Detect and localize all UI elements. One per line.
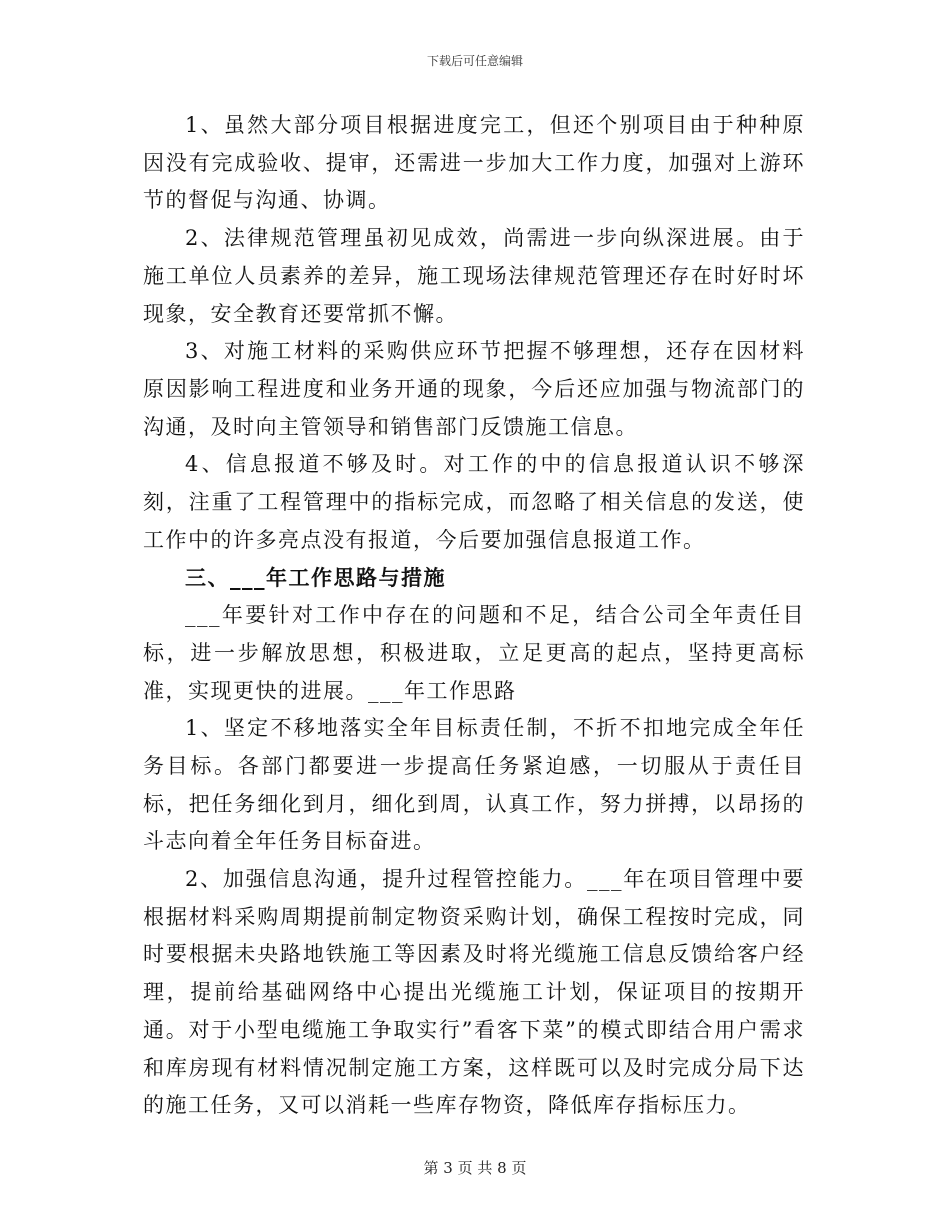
paragraph-plan-2: 2、加强信息沟通，提升过程管控能力。___年在项目管理中要根据材料采购周期提前制定物资采购计划，确保工程按时完成，同时要根据未央路地铁施工等因素及时将光缆施工信息反馈给客户经理，提前给基础网络中心提出光缆施工计划，保证项目的按期开通。对于小型电缆施工争取实行”看客下菜”的模式即结合用户需求和库房现有材料情况制定施工方案，这样既可以及时完成分局下达的施工任务，又可以消耗一些库存物资，降低库存指标压力。 (143, 867, 805, 1118)
page-header: 下载后可任意编辑 (426, 54, 523, 68)
paragraph-issue-1: 1、虽然大部分项目根据进度完工，但还个别项目由于种种原因没有完成验收、提审，还需进一步加大工作力度，加强对上游环节的督促与沟通、协调。 (143, 113, 805, 213)
document-body (143, 107, 805, 1125)
paragraph-intro: ___年要针对工作中存在的问题和不足，结合公司全年责任目标，进一步解放思想，积极进取，立足更高的起点，坚持更高标准，实现更快的进展。___年工作思路 (143, 603, 805, 703)
paragraph-issue-4: 4、信息报道不够及时。对工作的中的信息报道认识不够深刻，注重了工程管理中的指标完成，而忽略了相关信息的发送，使工作中的许多亮点没有报道，今后要加强信息报道工作。 (143, 452, 805, 552)
page-number: 第 3 页 共 8 页 (423, 1159, 527, 1177)
paragraph-issue-2: 2、法律规范管理虽初见成效，尚需进一步向纵深进展。由于施工单位人员素养的差异，施工现场法律规范管理还存在时好时坏现象，安全教育还要常抓不懈。 (143, 226, 805, 326)
paragraph-issue-3: 3、对施工材料的采购供应环节把握不够理想，还存在因材料原因影响工程进度和业务开通的现象，今后还应加强与物流部门的沟通，及时向主管领导和销售部门反馈施工信息。 (143, 339, 805, 439)
section-heading: 三、___年工作思路与措施 (185, 565, 446, 591)
paragraph-plan-1: 1、坚定不移地落实全年目标责任制，不折不扣地完成全年任务目标。各部门都要进一步提高任务紧迫感，一切服从于责任目标，把任务细化到月，细化到周，认真工作，努力拼搏，以昂扬的斗志向着全年任务目标奋进。 (143, 716, 805, 854)
